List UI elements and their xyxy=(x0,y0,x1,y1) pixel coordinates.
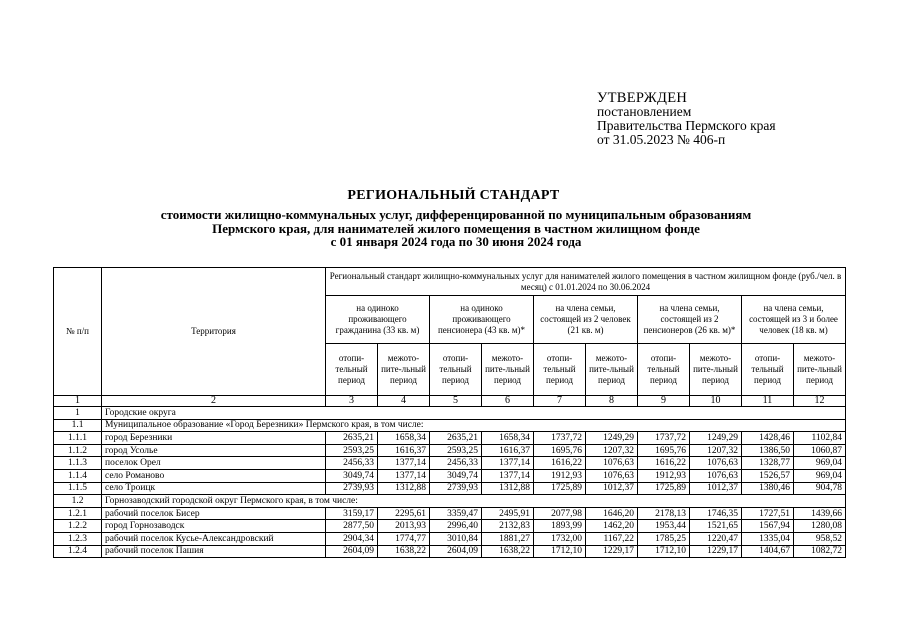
column-number: 10 xyxy=(690,396,742,407)
value-cell: 1380,46 xyxy=(742,482,794,495)
territory-name: поселок Орел xyxy=(102,457,326,470)
territory-name: город Березники xyxy=(102,432,326,445)
approval-block xyxy=(597,91,897,147)
territory-name: рабочий поселок Кусье-Александровский xyxy=(102,532,326,545)
table-row xyxy=(54,482,846,495)
value-cell: 1616,37 xyxy=(482,444,534,457)
header-group: на одиноко проживающего гражданина (33 кв. м) xyxy=(326,296,430,344)
section-label: Муниципальное образование «Город Березники» Пермского края, в том числе: xyxy=(102,419,846,432)
value-cell: 1567,94 xyxy=(742,520,794,533)
section-row xyxy=(54,419,846,432)
header-group: на члена семьи, состоящей из 2 пенсионеров (26 кв. м)* xyxy=(638,296,742,344)
column-number: 9 xyxy=(638,396,690,407)
value-cell: 1712,10 xyxy=(534,545,586,558)
value-cell: 2495,91 xyxy=(482,507,534,520)
value-cell: 1953,44 xyxy=(638,520,690,533)
value-cell: 2604,09 xyxy=(326,545,378,558)
territory-name: село Троицк xyxy=(102,482,326,495)
value-cell: 1737,72 xyxy=(534,432,586,445)
approval-line: от 31.05.2023 № 406-п xyxy=(597,132,726,147)
column-number: 2 xyxy=(102,396,326,407)
value-cell: 2877,50 xyxy=(326,520,378,533)
value-cell: 1526,57 xyxy=(742,469,794,482)
value-cell: 2604,09 xyxy=(430,545,482,558)
value-cell: 1881,27 xyxy=(482,532,534,545)
value-cell: 1280,08 xyxy=(794,520,846,533)
value-cell: 2635,21 xyxy=(430,432,482,445)
value-cell: 1076,63 xyxy=(586,469,638,482)
table-row xyxy=(54,520,846,533)
value-cell: 1249,29 xyxy=(586,432,638,445)
header-heating-period: отопи-тельный период xyxy=(742,344,794,396)
value-cell: 2132,83 xyxy=(482,520,534,533)
value-cell: 1207,32 xyxy=(586,444,638,457)
header-nonheating-period: межото-пите-льный период xyxy=(690,344,742,396)
value-cell: 1521,65 xyxy=(690,520,742,533)
table-row xyxy=(54,457,846,470)
header-nonheating-period: межото-пите-льный период xyxy=(794,344,846,396)
value-cell: 1076,63 xyxy=(690,457,742,470)
row-number: 1.1.1 xyxy=(54,432,102,445)
value-cell: 1220,47 xyxy=(690,532,742,545)
value-cell: 2996,40 xyxy=(430,520,482,533)
value-cell: 1404,67 xyxy=(742,545,794,558)
header-group: на члена семьи, состоящей из 2 человек (21 кв. м) xyxy=(534,296,638,344)
value-cell: 1725,89 xyxy=(638,482,690,495)
row-number: 1 xyxy=(54,407,102,420)
column-number: 4 xyxy=(378,396,430,407)
header-group: на одиноко проживающего пенсионера (43 кв. м)* xyxy=(430,296,534,344)
column-number: 12 xyxy=(794,396,846,407)
value-cell: 2456,33 xyxy=(430,457,482,470)
value-cell: 1462,20 xyxy=(586,520,638,533)
row-number: 1.2.2 xyxy=(54,520,102,533)
value-cell: 3049,74 xyxy=(430,469,482,482)
table-row xyxy=(54,507,846,520)
value-cell: 1746,35 xyxy=(690,507,742,520)
row-number: 1.2.4 xyxy=(54,545,102,558)
value-cell: 1102,84 xyxy=(794,432,846,445)
row-number: 1.2.3 xyxy=(54,532,102,545)
value-cell: 1616,37 xyxy=(378,444,430,457)
value-cell: 969,04 xyxy=(794,457,846,470)
row-number: 1.1.3 xyxy=(54,457,102,470)
value-cell: 1060,87 xyxy=(794,444,846,457)
document-title: РЕГИОНАЛЬНЫЙ СТАНДАРТ xyxy=(347,188,560,203)
value-cell: 2178,13 xyxy=(638,507,690,520)
header-nonheating-period: межото-пите-льный период xyxy=(482,344,534,396)
value-cell: 1012,37 xyxy=(586,482,638,495)
value-cell: 3010,84 xyxy=(430,532,482,545)
value-cell: 1727,51 xyxy=(742,507,794,520)
value-cell: 2635,21 xyxy=(326,432,378,445)
value-cell: 2013,93 xyxy=(378,520,430,533)
value-cell: 1428,46 xyxy=(742,432,794,445)
value-cell: 1377,14 xyxy=(482,469,534,482)
table-row xyxy=(54,532,846,545)
value-cell: 1785,25 xyxy=(638,532,690,545)
row-number: 1.2.1 xyxy=(54,507,102,520)
header-heating-period: отопи-тельный период xyxy=(638,344,690,396)
value-cell: 1737,72 xyxy=(638,432,690,445)
column-number: 6 xyxy=(482,396,534,407)
column-number: 7 xyxy=(534,396,586,407)
row-number: 1.1.5 xyxy=(54,482,102,495)
value-cell: 958,52 xyxy=(794,532,846,545)
column-number: 5 xyxy=(430,396,482,407)
value-cell: 1312,88 xyxy=(378,482,430,495)
subtitle-line: стоимости жилищно-коммунальных услуг, дифференцированной по муниципальным образованиям xyxy=(160,207,752,222)
section-label: Городские округа xyxy=(102,407,846,420)
territory-name: рабочий поселок Пашия xyxy=(102,545,326,558)
subtitle-line: Пермского края, для нанимателей жилого помещения в частном жилищном фонде xyxy=(212,220,700,236)
subtitle-line: с 01 января 2024 года по 30 июня 2024 года xyxy=(330,234,582,249)
value-cell: 3359,47 xyxy=(430,507,482,520)
value-cell: 1082,72 xyxy=(794,545,846,558)
value-cell: 1638,22 xyxy=(378,545,430,558)
header-group: на члена семьи, состоящей из 3 и более человек (18 кв. м) xyxy=(742,296,846,344)
value-cell: 1076,63 xyxy=(690,469,742,482)
approval-heading: УТВЕРЖДЕН xyxy=(597,90,688,106)
row-number: 1.1 xyxy=(54,419,102,432)
header-heating-period: отопи-тельный период xyxy=(326,344,378,396)
territory-name: рабочий поселок Бисер xyxy=(102,507,326,520)
value-cell: 1638,22 xyxy=(482,545,534,558)
value-cell: 2904,34 xyxy=(326,532,378,545)
value-cell: 1658,34 xyxy=(378,432,430,445)
value-cell: 1774,77 xyxy=(378,532,430,545)
value-cell: 1616,22 xyxy=(534,457,586,470)
value-cell: 1167,22 xyxy=(586,532,638,545)
value-cell: 1732,00 xyxy=(534,532,586,545)
value-cell: 1377,14 xyxy=(378,469,430,482)
row-number: 1.1.2 xyxy=(54,444,102,457)
value-cell: 1695,76 xyxy=(534,444,586,457)
row-number: 1.2 xyxy=(54,495,102,508)
value-cell: 1912,93 xyxy=(638,469,690,482)
column-number: 11 xyxy=(742,396,794,407)
value-cell: 1616,22 xyxy=(638,457,690,470)
value-cell: 2593,25 xyxy=(326,444,378,457)
value-cell: 1725,89 xyxy=(534,482,586,495)
header-main: Региональный стандарт жилищно-коммунальных услуг для нанимателей жилого помещения в частном жилищном фонде (руб./чел. в месяц) с 01.01.2024 по 30.06.2024 xyxy=(326,268,846,296)
territory-name: город Горнозаводск xyxy=(102,520,326,533)
section-row xyxy=(54,407,846,420)
header-nonheating-period: межото-пите-льный период xyxy=(378,344,430,396)
value-cell: 1076,63 xyxy=(586,457,638,470)
value-cell: 1377,14 xyxy=(482,457,534,470)
section-row xyxy=(54,495,846,508)
column-number: 8 xyxy=(586,396,638,407)
value-cell: 2739,93 xyxy=(326,482,378,495)
value-cell: 1377,14 xyxy=(378,457,430,470)
territory-name: село Романово xyxy=(102,469,326,482)
column-number: 3 xyxy=(326,396,378,407)
value-cell: 2295,61 xyxy=(378,507,430,520)
document-subtitle xyxy=(60,208,852,249)
value-cell: 1893,99 xyxy=(534,520,586,533)
header-heating-period: отопи-тельный период xyxy=(534,344,586,396)
value-cell: 1695,76 xyxy=(638,444,690,457)
value-cell: 969,04 xyxy=(794,469,846,482)
approval-line: Правительства Пермского края xyxy=(597,118,776,133)
header-territory: Территория xyxy=(102,268,326,396)
value-cell: 2739,93 xyxy=(430,482,482,495)
territory-name: город Усолье xyxy=(102,444,326,457)
header-heating-period: отопи-тельный период xyxy=(430,344,482,396)
value-cell: 1712,10 xyxy=(638,545,690,558)
value-cell: 1249,29 xyxy=(690,432,742,445)
value-cell: 1229,17 xyxy=(586,545,638,558)
value-cell: 1439,66 xyxy=(794,507,846,520)
value-cell: 1207,32 xyxy=(690,444,742,457)
value-cell: 1229,17 xyxy=(690,545,742,558)
value-cell: 1335,04 xyxy=(742,532,794,545)
header-number: № п/п xyxy=(54,268,102,396)
value-cell: 904,78 xyxy=(794,482,846,495)
value-cell: 2593,25 xyxy=(430,444,482,457)
table-row xyxy=(54,444,846,457)
value-cell: 1386,50 xyxy=(742,444,794,457)
value-cell: 2456,33 xyxy=(326,457,378,470)
standard-table xyxy=(53,267,846,558)
approval-line: постановлением xyxy=(597,104,692,119)
value-cell: 1312,88 xyxy=(482,482,534,495)
value-cell: 1328,77 xyxy=(742,457,794,470)
table-row xyxy=(54,545,846,558)
value-cell: 2077,98 xyxy=(534,507,586,520)
header-nonheating-period: межото-пите-льный период xyxy=(586,344,638,396)
row-number: 1.1.4 xyxy=(54,469,102,482)
value-cell: 1012,37 xyxy=(690,482,742,495)
value-cell: 1912,93 xyxy=(534,469,586,482)
column-number: 1 xyxy=(54,396,102,407)
value-cell: 1646,20 xyxy=(586,507,638,520)
table-row xyxy=(54,432,846,445)
value-cell: 1658,34 xyxy=(482,432,534,445)
value-cell: 3159,17 xyxy=(326,507,378,520)
value-cell: 3049,74 xyxy=(326,469,378,482)
table-row xyxy=(54,469,846,482)
section-label: Горнозаводский городской округ Пермского края, в том числе: xyxy=(102,495,846,508)
